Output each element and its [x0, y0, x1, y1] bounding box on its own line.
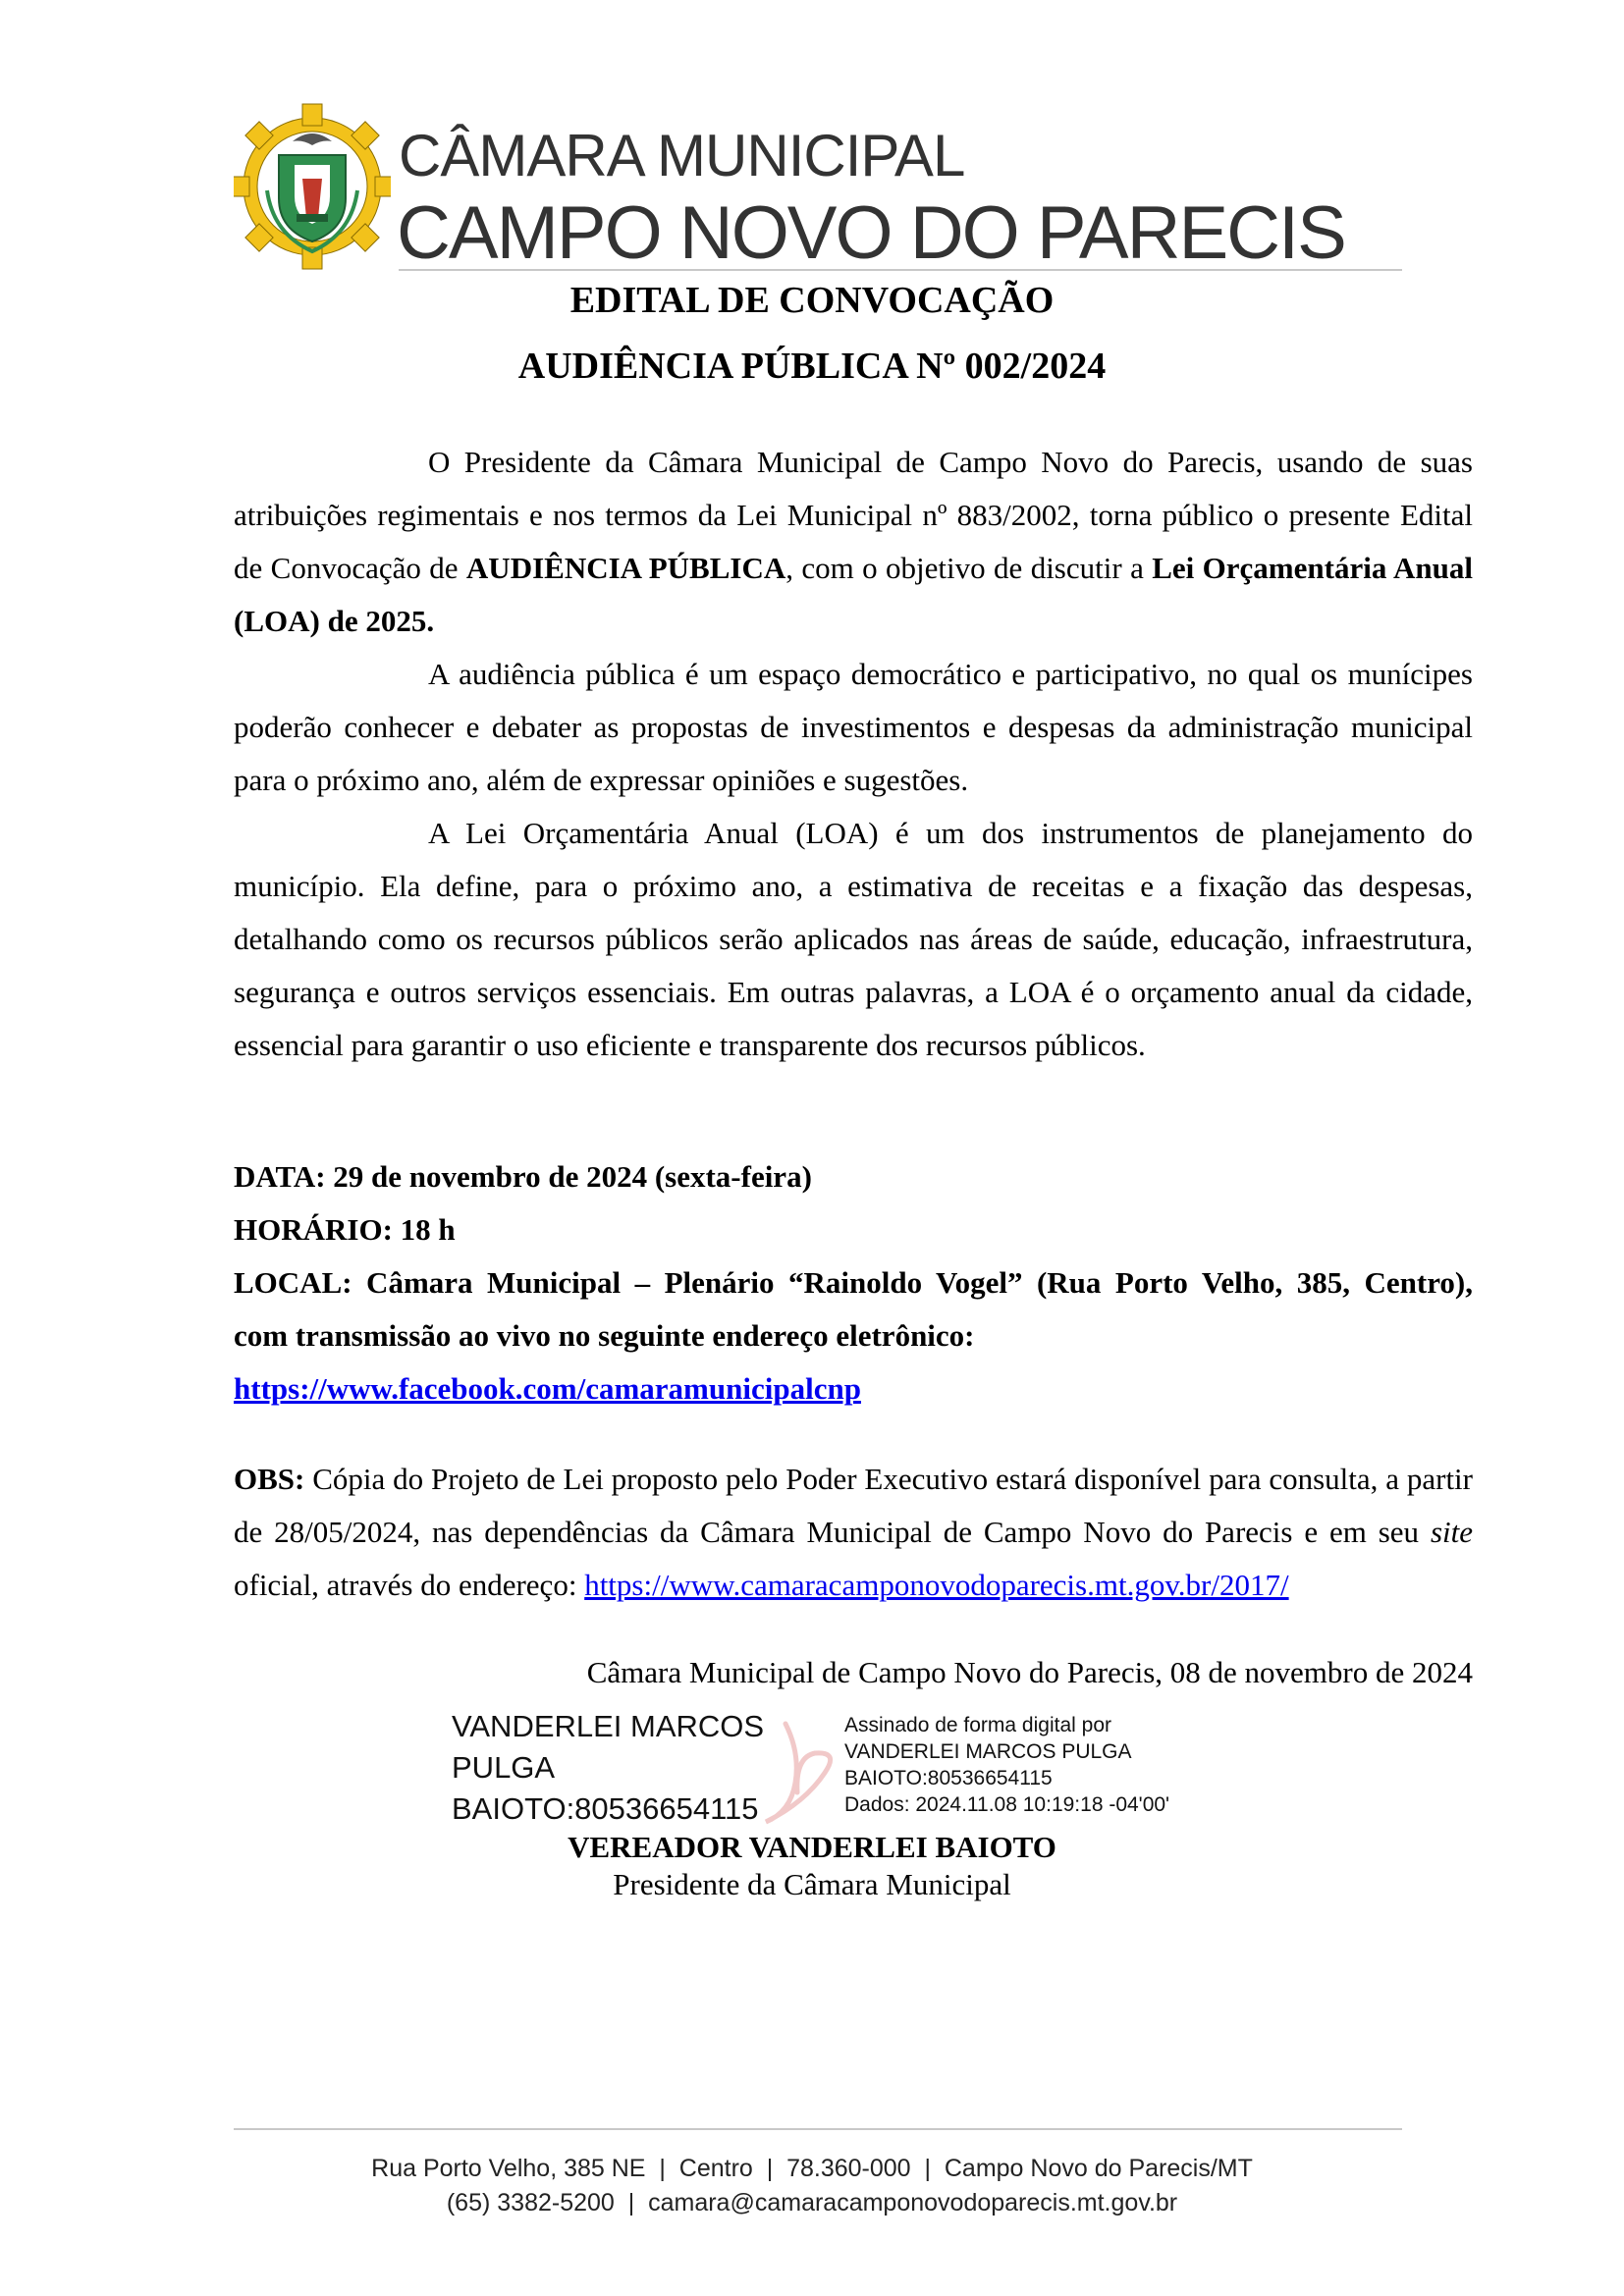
footer-address: Rua Porto Velho, 385 NE | Centro | 78.360-000 | Campo Novo do Parecis/MT	[371, 2155, 1253, 2182]
org-name-line1: CÂMARA MUNICIPAL	[399, 123, 965, 188]
event-info	[234, 1150, 1473, 1415]
org-name-line2: CAMPO NOVO DO PARECIS	[397, 191, 1345, 275]
bold-text: AUDIÊNCIA PÚBLICA	[465, 551, 786, 585]
paragraph-2: A audiência pública é um espaço democrático e participativo, no qual os munícipes poderão conhecer e debater as propostas de investimentos e despesas da administração municipal para o próximo ano, além de expressar opiniões e sugestões.	[234, 657, 1473, 797]
obs-label: OBS:	[234, 1462, 305, 1496]
digital-signature	[452, 1706, 1237, 1834]
event-time: HORÁRIO: 18 h	[234, 1212, 456, 1247]
paragraph-3: A Lei Orçamentária Anual (LOA) é um dos instrumentos de planejamento do município. Ela define, para o próximo ano, a estimativa de receitas e a fixação das despesas, detalhando como os recursos públicos serão aplicados nas áreas de saúde, educação, infraestrutura, segurança e outros serviços essenciais. Em outras palavras, a LOA é o orçamento anual da cidade, essencial para garantir o uso eficiente e transparente dos recursos públicos.	[234, 816, 1473, 1062]
place-date: Câmara Municipal de Campo Novo do Parecis, 08 de novembro de 2024	[586, 1655, 1473, 1689]
event-location-line2: com transmissão ao vivo no seguinte endereço eletrônico:	[234, 1318, 975, 1353]
letterhead	[234, 96, 1402, 273]
paragraph-1: O Presidente da Câmara Municipal de Campo Novo do Parecis, usando de suas atribuições regimentais e nos termos da Lei Municipal nº 883/2002, torna público o presente Edital de Convocação de AUDIÊNCIA PÚBLICA, com o objetivo de discutir a Lei Orçamentária Anual (LOA) de 2025.	[234, 445, 1473, 638]
body-paragraphs	[234, 436, 1473, 1072]
event-location-line1: LOCAL: Câmara Municipal – Plenário “Rainoldo Vogel” (Rua Porto Velho, 385, Centro),	[234, 1265, 1473, 1300]
signer-role: Presidente da Câmara Municipal	[613, 1867, 1011, 1901]
header-divider	[399, 269, 1402, 271]
footer-contact: (65) 3382-5200 | camara@camaracamponovodoparecis.mt.gov.br	[446, 2189, 1178, 2216]
footer-divider	[234, 2128, 1402, 2130]
signature-details: Assinado de forma digital por VANDERLEI MARCOS PULGA BAIOTO:80536654115 Dados: 2024.11.08 10:19:18 -04'00'	[844, 1714, 1170, 1816]
digital-signature-icon	[746, 1714, 854, 1832]
signer-title: VEREADOR VANDERLEI BAIOTO	[568, 1830, 1056, 1864]
municipal-seal-icon	[234, 96, 391, 273]
observation-note: OBS: Cópia do Projeto de Lei proposto pelo Poder Executivo estará disponível para consulta, a partir de 28/05/2024, nas dependências da Câmara Municipal de Campo Novo do Parecis e em seu site oficial, através do endereço: https://www.camaracamponovodoparecis.mt.gov.br/2017/	[234, 1462, 1473, 1602]
bold-text: Lei Orçamentária Anual (LOA) de 2025.	[234, 551, 1473, 638]
document-subtitle: AUDIÊNCIA PÚBLICA Nº 002/2024	[517, 346, 1107, 387]
signature-name: VANDERLEI MARCOS PULGA BAIOTO:80536654115	[452, 1709, 765, 1826]
document-title: EDITAL DE CONVOCAÇÃO	[569, 280, 1055, 321]
website-link[interactable]: https://www.camaracamponovodoparecis.mt.gov.br/2017/	[584, 1568, 1289, 1602]
footer	[0, 2152, 1624, 2220]
facebook-link[interactable]: https://www.facebook.com/camaramunicipalcnp	[234, 1371, 861, 1406]
site-word: site	[1430, 1515, 1473, 1549]
event-date: DATA: 29 de novembro de 2024 (sexta-feira)	[234, 1159, 812, 1194]
